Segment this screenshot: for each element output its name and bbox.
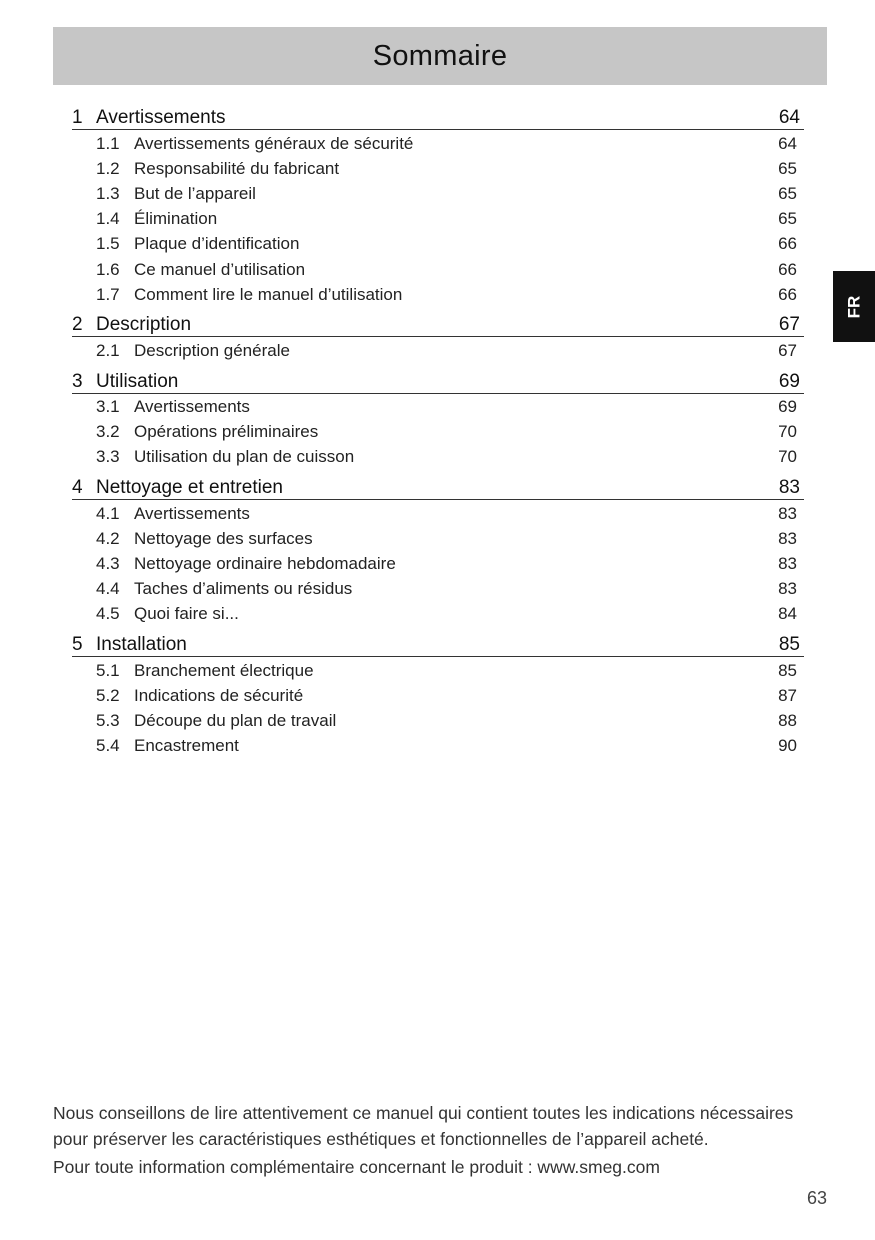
language-tab	[833, 271, 875, 342]
toc-section-row[interactable]	[72, 627, 804, 657]
toc-subsection-title: Plaque d’identification	[134, 234, 300, 254]
toc-subsection-title: Nettoyage des surfaces	[134, 528, 313, 548]
toc-section-number: 5	[72, 634, 83, 655]
toc-subsection-row[interactable]	[72, 420, 804, 445]
toc-subsection-number: 1.3	[96, 183, 120, 203]
toc-subsection-page: 65	[778, 209, 797, 229]
toc-subsection-number: 4.5	[96, 604, 120, 624]
toc-section-page: 69	[778, 370, 800, 392]
toc-subsection-page: 83	[778, 554, 797, 574]
footer-note-line: Nous conseillons de lire attentivement ce manuel qui contient toutes les indications nécessaires	[53, 1103, 794, 1123]
toc-subsection-row[interactable]	[72, 445, 804, 470]
toc-subsection-number: 2.1	[96, 340, 120, 360]
toc-section-row[interactable]	[72, 100, 804, 130]
toc-subsection-number: 1.1	[96, 133, 120, 153]
toc-subsection-number: 5.3	[96, 710, 120, 730]
toc-subsection-title: Élimination	[134, 209, 218, 229]
toc-subsection-page: 90	[778, 736, 797, 756]
toc-subsection-number: 3.3	[96, 447, 120, 467]
toc-subsection-page: 88	[778, 710, 797, 730]
toc-section-page: 67	[778, 314, 800, 336]
toc-subsection-number: 4.4	[96, 579, 120, 599]
toc-subsection-title: Indications de sécurité	[134, 685, 304, 705]
toc-subsection-row[interactable]	[72, 232, 804, 257]
toc-section-number: 3	[72, 370, 83, 392]
toc-section-title: Utilisation	[96, 370, 179, 392]
toc-subsection-page: 67	[778, 340, 797, 360]
toc-section-page: 64	[778, 107, 800, 128]
toc-subsection-number: 5.1	[96, 660, 120, 680]
toc-subsection-number: 1.4	[96, 209, 120, 229]
toc-subsection-title: Découpe du plan de travail	[134, 710, 337, 730]
toc-subsection-row[interactable]	[72, 395, 804, 420]
toc-section-title: Avertissements	[96, 107, 226, 128]
toc-subsection-number: 3.1	[96, 397, 120, 417]
toc-section-page: 85	[778, 634, 800, 655]
toc-section-title: Nettoyage et entretien	[96, 477, 283, 499]
toc-section-row[interactable]	[72, 307, 804, 337]
toc-subsection-page: 66	[778, 284, 797, 304]
toc-subsection-row[interactable]	[72, 683, 804, 708]
toc-subsection-title: Responsabilité du fabricant	[134, 158, 340, 178]
footer-notes	[53, 1100, 833, 1180]
toc-subsection-number: 4.1	[96, 503, 120, 523]
toc-section-number: 1	[72, 107, 83, 128]
toc-section-title: Installation	[96, 634, 187, 655]
toc-subsection-page: 65	[778, 183, 797, 203]
toc-subsection-page: 87	[778, 685, 797, 705]
page-title: Sommaire	[372, 39, 508, 72]
toc-subsection-title: Branchement électrique	[134, 660, 314, 680]
toc-subsection-number: 4.2	[96, 528, 120, 548]
toc-subsection-page: 70	[778, 447, 797, 467]
toc-subsection-row[interactable]	[72, 734, 804, 759]
language-tab-label: FR	[843, 295, 863, 318]
toc-subsection-page: 83	[778, 579, 797, 599]
toc-subsection-number: 1.5	[96, 234, 120, 254]
page-number: 63	[806, 1188, 827, 1208]
toc-subsection-page: 70	[778, 422, 797, 442]
toc-subsection-page: 66	[778, 234, 797, 254]
toc-subsection-page: 85	[778, 660, 797, 680]
toc-subsection-row[interactable]	[72, 282, 804, 307]
toc-subsection-title: But de l’appareil	[134, 183, 256, 203]
toc-subsection-number: 1.7	[96, 284, 120, 304]
toc-subsection-list	[72, 657, 804, 759]
toc-subsection-title: Ce manuel d’utilisation	[134, 259, 306, 279]
toc-subsection-row[interactable]	[72, 257, 804, 282]
toc-subsection-row[interactable]	[72, 156, 804, 181]
toc-subsection-page: 64	[778, 133, 797, 153]
toc-section-row[interactable]	[72, 470, 804, 500]
toc-subsection-page: 84	[778, 604, 797, 624]
toc-subsection-title: Opérations préliminaires	[134, 422, 319, 442]
toc-subsection-page: 66	[778, 259, 797, 279]
toc-subsection-list	[72, 130, 804, 307]
toc-subsection-title: Quoi faire si...	[134, 604, 239, 624]
toc-subsection-title: Encastrement	[134, 736, 239, 756]
toc-subsection-title: Avertissements	[134, 397, 250, 417]
toc-subsection-page: 69	[778, 397, 797, 417]
toc-section-number: 4	[72, 477, 83, 499]
toc-subsection-row[interactable]	[72, 131, 804, 156]
toc-subsection-number: 5.2	[96, 685, 120, 705]
toc-subsection-page: 83	[778, 503, 797, 523]
toc-subsection-title: Description générale	[134, 340, 290, 360]
title-banner	[53, 27, 827, 85]
toc-subsection-number: 4.3	[96, 554, 120, 574]
toc-subsection-title: Nettoyage ordinaire hebdomadaire	[134, 554, 396, 574]
toc-subsection-list	[72, 394, 804, 471]
toc-subsection-row[interactable]	[72, 338, 804, 363]
table-of-contents	[72, 100, 804, 759]
toc-subsection-row[interactable]	[72, 551, 804, 576]
toc-subsection-row[interactable]	[72, 526, 804, 551]
toc-subsection-title: Utilisation du plan de cuisson	[134, 447, 355, 467]
footer-note-line: pour préserver les caractéristiques esthétiques et fonctionnelles de l’appareil acheté.	[53, 1129, 709, 1149]
toc-subsection-page: 65	[778, 158, 797, 178]
toc-subsection-page: 83	[778, 528, 797, 548]
toc-subsection-number: 5.4	[96, 736, 120, 756]
toc-subsection-row[interactable]	[72, 181, 804, 206]
toc-subsection-list	[72, 337, 804, 363]
toc-subsection-number: 1.6	[96, 259, 120, 279]
toc-subsection-list	[72, 500, 804, 627]
toc-subsection-row[interactable]	[72, 602, 804, 627]
toc-subsection-row[interactable]	[72, 708, 804, 733]
toc-subsection-number: 3.2	[96, 422, 120, 442]
toc-subsection-title: Taches d’aliments ou résidus	[134, 579, 353, 599]
toc-section-page: 83	[778, 477, 800, 499]
toc-subsection-row[interactable]	[72, 501, 804, 526]
toc-subsection-row[interactable]	[72, 658, 804, 683]
toc-section-number: 2	[72, 314, 83, 336]
footer-note-line: Pour toute information complémentaire concernant le produit : www.smeg.com	[53, 1157, 660, 1177]
toc-subsection-title: Avertissements généraux de sécurité	[134, 133, 414, 153]
toc-subsection-title: Comment lire le manuel d’utilisation	[134, 284, 403, 304]
toc-subsection-row[interactable]	[72, 207, 804, 232]
toc-section-row[interactable]	[72, 364, 804, 394]
toc-subsection-number: 1.2	[96, 158, 120, 178]
toc-subsection-row[interactable]	[72, 577, 804, 602]
toc-subsection-title: Avertissements	[134, 503, 250, 523]
toc-section-title: Description	[96, 314, 192, 336]
